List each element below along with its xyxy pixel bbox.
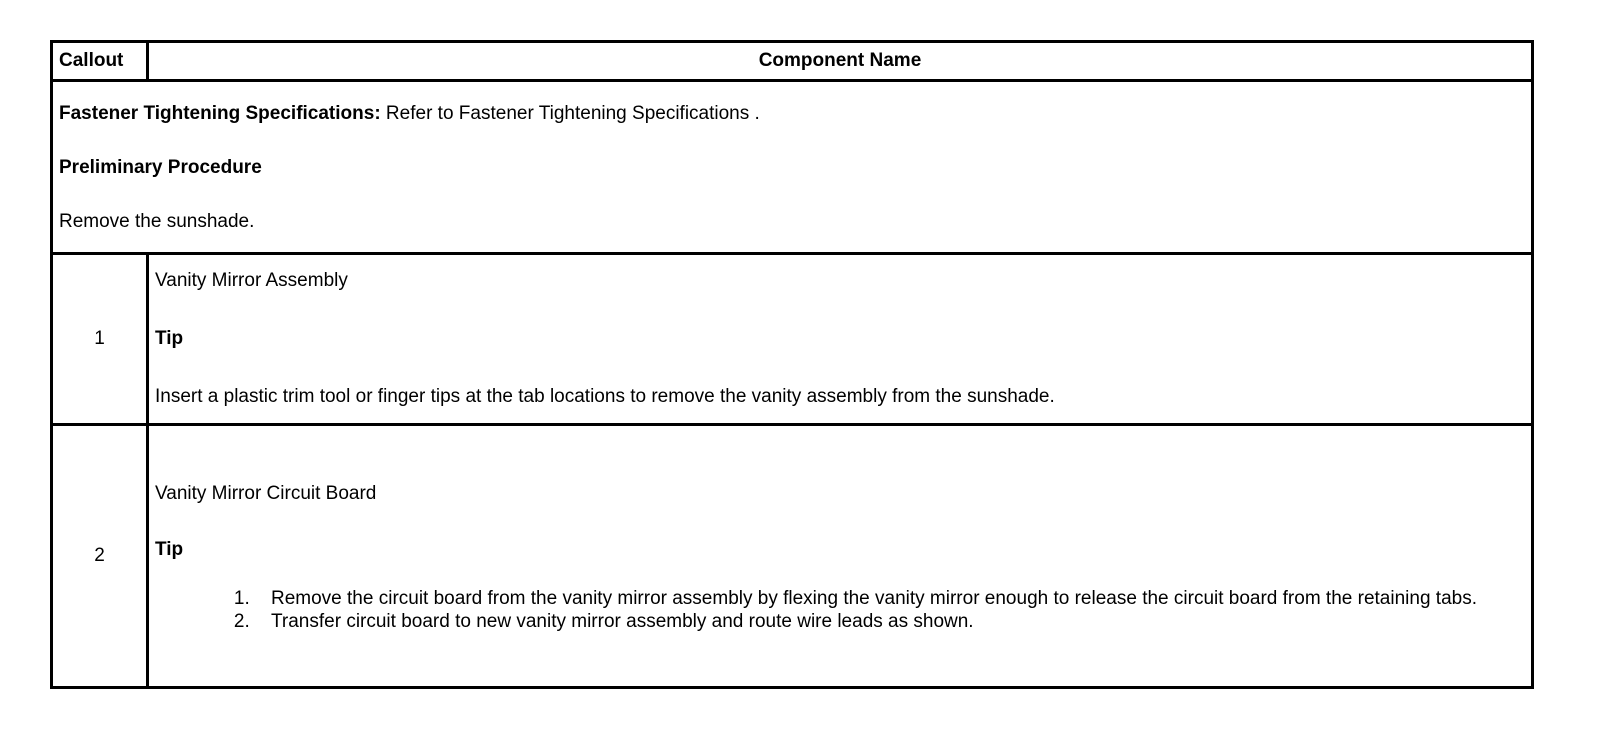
fastener-spec-text: Refer to Fastener Tightening Specifications . (380, 102, 760, 124)
tip-label: Tip (155, 539, 184, 560)
preliminary-procedure-heading: Preliminary Procedure (59, 156, 262, 178)
component-name: Vanity Mirror Circuit Board (155, 483, 377, 504)
component-cell (148, 254, 1533, 425)
callout-header: Callout (52, 42, 148, 81)
header-row (52, 42, 1533, 81)
callout-number: 1 (52, 254, 148, 425)
component-cell (148, 425, 1533, 688)
fastener-spec-label: Fastener Tightening Specifications: (59, 102, 381, 124)
component-table (50, 40, 1534, 689)
component-name-header: Component Name (148, 42, 1533, 81)
preliminary-procedure-text: Remove the sunshade. (59, 210, 255, 232)
table-row (52, 425, 1533, 688)
preliminary-row (52, 81, 1533, 254)
fastener-spec-line (59, 100, 1525, 127)
tip-label: Tip (155, 328, 184, 349)
tip-text: Insert a plastic trim tool or finger tips at the tab locations to remove the vanity assembly from the sunshade. (155, 386, 1055, 407)
table-row (52, 254, 1533, 425)
list-item: 2. Transfer circuit board to new vanity mirror assembly and route wire leads as shown. (255, 611, 1525, 633)
preliminary-cell (52, 81, 1533, 254)
tip-steps-list (155, 588, 1525, 633)
component-name: Vanity Mirror Assembly (155, 270, 348, 291)
list-item: 1. Remove the circuit board from the vanity mirror assembly by flexing the vanity mirror enough to release the circuit board from the retaining tabs. (255, 588, 1525, 610)
callout-number: 2 (52, 425, 148, 688)
